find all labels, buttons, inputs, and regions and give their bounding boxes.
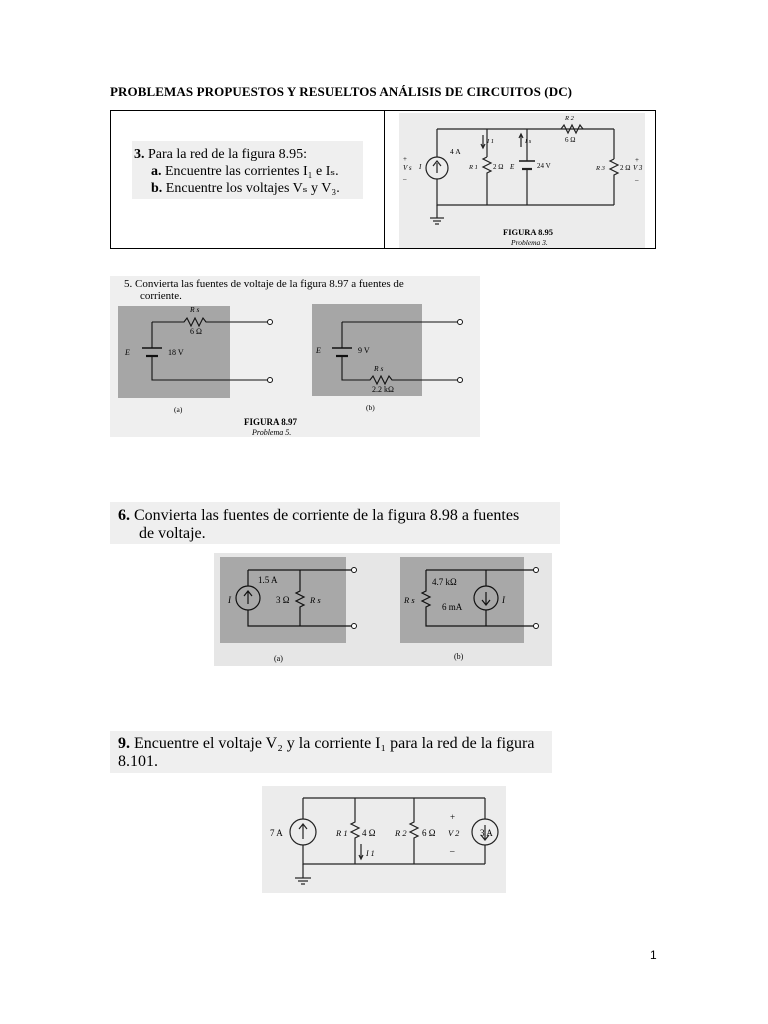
problem-6-statement-line1: Convierta las fuentes de corriente de la figura 8.98 a fuentes: [134, 507, 520, 524]
item-a-text: Encuentre las corrientes I₁ e Iₛ.: [165, 164, 339, 179]
fig-b-e-label: E: [316, 346, 321, 355]
fig-a-e-value: 18 V: [168, 348, 184, 357]
fig-98b-r-label: R s: [404, 595, 415, 605]
fig-a-e-label: E: [125, 348, 130, 357]
problem-5-scan: [110, 276, 480, 437]
fig-98a-r-value: 3 Ω: [276, 595, 290, 605]
problem-5-statement-line2: corriente.: [140, 290, 182, 302]
problem-5-statement-line1: 5. Convierta las fuentes de voltaje de la figura 8.97 a fuentes de: [124, 278, 404, 290]
problem-6-number: 6.: [118, 507, 130, 524]
current-source-value: 4 A: [450, 147, 461, 156]
fig-98b-i-value: 6 mA: [442, 602, 463, 612]
problem-9-statement-line2: 8.101.: [118, 753, 158, 770]
problem-6-statement-scan: [110, 502, 560, 544]
fig-a-r-label: R s: [190, 305, 200, 314]
v2-label: V 2: [448, 828, 460, 838]
source-current-label: I: [419, 163, 422, 171]
item-b-text: Encuentre los voltajes Vₛ y V₃.: [165, 181, 340, 196]
fig-a-tag: (a): [174, 405, 183, 414]
problem-statement: Para la red de la figura 8.95:: [148, 147, 307, 162]
fig-98b-r-value: 4.7 kΩ: [432, 577, 457, 587]
r1-label-101: R 1: [336, 828, 348, 838]
fig-98a-r-label: R s: [310, 595, 321, 605]
fig-98a-i-label: I: [228, 595, 231, 605]
v3-plus: +: [635, 156, 639, 164]
figure-8-97: [110, 302, 480, 437]
vs-label: V s: [403, 164, 412, 172]
figure-8-97-caption: FIGURA 8.97: [244, 417, 298, 427]
problem-9-statement-scan: [110, 731, 552, 773]
source-3a: 3 A: [480, 828, 493, 838]
r3-label: R 3: [596, 165, 605, 172]
fig-b-tag: (b): [366, 403, 375, 412]
r2-label: R 2: [565, 115, 574, 122]
v2-minus: –: [450, 846, 455, 856]
vs-minus: –: [403, 175, 407, 183]
vs-plus: +: [403, 155, 407, 163]
r1-value-101: 4 Ω: [362, 828, 376, 838]
e-label: E: [510, 163, 515, 171]
figure-caption: FIGURA 8.95: [503, 227, 554, 237]
fig-a-r-value: 6 Ω: [190, 327, 202, 336]
item-b-label: b.: [151, 181, 163, 196]
problem-6-statement-line2: de voltaje.: [139, 525, 206, 542]
source-7a: 7 A: [270, 828, 283, 838]
r3-value: 2 Ω: [620, 164, 631, 172]
is-label: I s: [525, 138, 532, 145]
v3-label: V 3: [633, 164, 643, 172]
table-divider: [384, 111, 385, 248]
item-a-label: a.: [151, 164, 162, 179]
v3-minus: –: [635, 176, 639, 184]
problem-3-table: [110, 110, 656, 249]
v2-plus: +: [450, 812, 456, 822]
fig-98a-tag: (a): [274, 654, 283, 663]
r2-value: 6 Ω: [565, 136, 576, 144]
r2-value-101: 6 Ω: [422, 828, 436, 838]
fig-b-r-label: R s: [374, 364, 384, 373]
r1-label: R 1: [469, 164, 478, 171]
figure-subcaption: Problema 3.: [511, 238, 548, 247]
fig-b-e-value: 9 V: [358, 346, 370, 355]
fig-b-r-value: 2.2 kΩ: [372, 385, 394, 394]
fig-98b-tag: (b): [454, 652, 464, 661]
problem-9-number: 9.: [118, 735, 130, 752]
page-title: PROBLEMAS PROPUESTOS Y RESUELTOS ANÁLISIS DE CIRCUITOS (DC): [110, 84, 573, 99]
figure-8-95: [399, 113, 645, 248]
figure-8-98: [214, 553, 552, 666]
figure-8-101: [262, 786, 506, 893]
fig-98a-i-value: 1.5 A: [258, 575, 278, 585]
fig-98b-i-label: I: [502, 595, 505, 605]
figure-8-97-subcaption: Problema 5.: [252, 428, 292, 437]
problem-9-statement-line1: Encuentre el voltaje V₂ y la corriente I₁ para la red de la figura: [134, 735, 535, 752]
page-number: 1: [650, 948, 657, 962]
e-value: 24 V: [537, 162, 551, 170]
i1-label-101: I 1: [366, 849, 375, 858]
problem-3-statement-scan: [132, 141, 363, 199]
problem-number: 3.: [134, 147, 145, 162]
r2-label-101: R 2: [395, 828, 407, 838]
i1-label: I 1: [487, 138, 495, 145]
r1-value: 2 Ω: [493, 163, 504, 171]
